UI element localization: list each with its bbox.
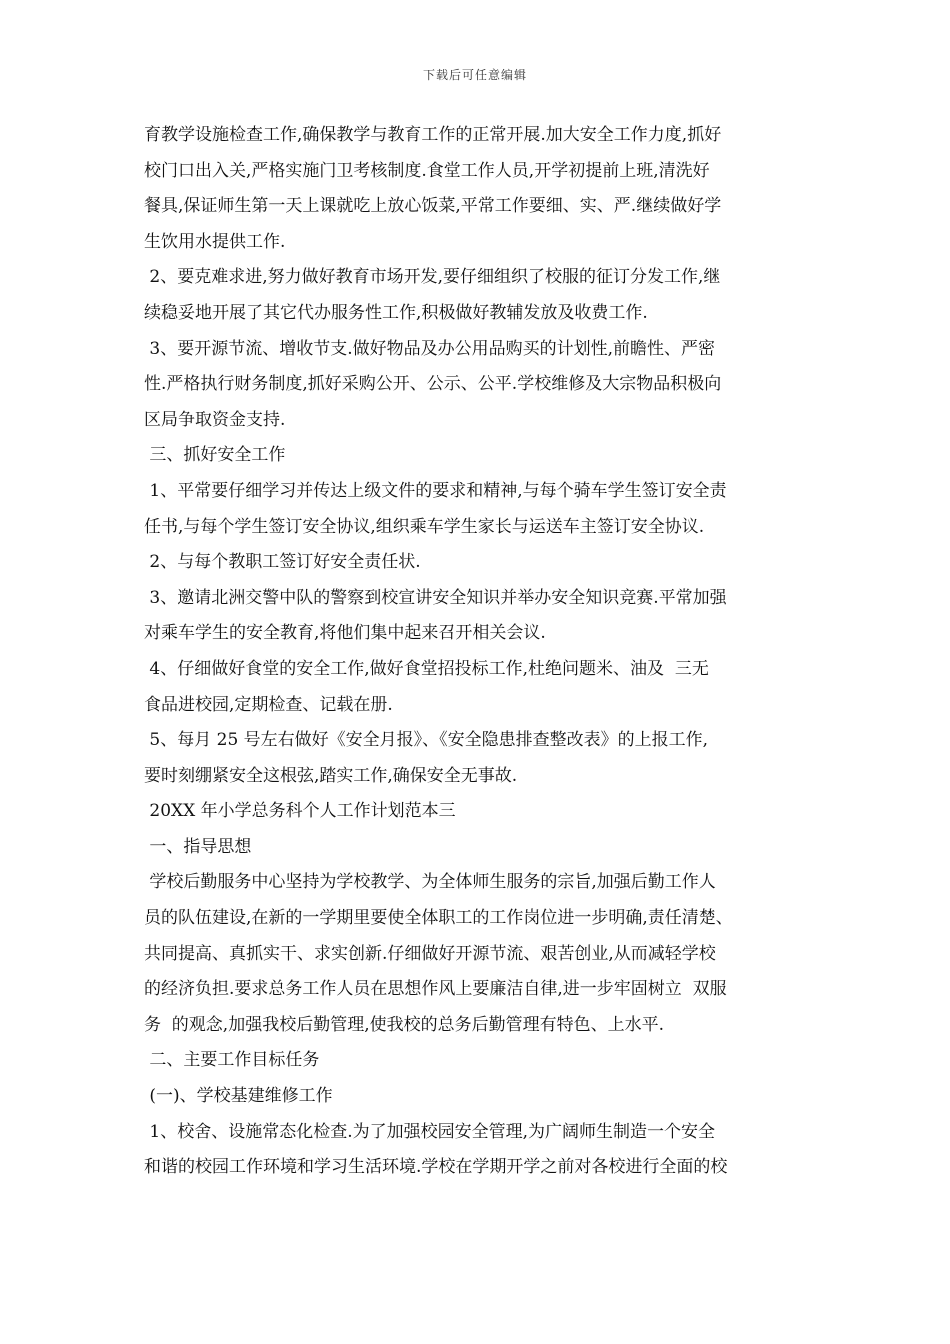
text-line: 4、仔细做好食堂的安全工作,做好食堂招投标工作,杜绝问题米、油及 三无 xyxy=(144,658,709,679)
subsection-heading: (一)、学校基建维修工作 xyxy=(144,1086,333,1107)
text-line: 务 的观念,加强我校后勤管理,使我校的总务后勤管理有特色、上水平. xyxy=(144,1014,665,1035)
text-line: 1、校舍、设施常态化检查.为了加强校园安全管理,为广阔师生制造一个安全 xyxy=(144,1121,716,1142)
section-heading: 二、主要工作目标任务 xyxy=(144,1050,320,1071)
text-line: 性.严格执行财务制度,抓好采购公开、公示、公平.学校维修及大宗物品积极向 xyxy=(144,374,722,395)
text-line: 校门口出入关,严格实施门卫考核制度.食堂工作人员,开学初提前上班,清洗好 xyxy=(144,160,710,181)
text-line: 学校后勤服务中心坚持为学校教学、为全体师生服务的宗旨,加强后勤工作人 xyxy=(144,872,716,893)
document-title: 20XX 年小学总务科个人工作计划范本三 xyxy=(144,801,456,822)
text-line: 2、要克难求进,努力做好教育市场开发,要仔细组织了校服的征订分发工作,继 xyxy=(144,267,721,288)
text-line: 育教学设施检查工作,确保教学与教育工作的正常开展.加大安全工作力度,抓好 xyxy=(144,125,722,145)
text-line: 3、邀请北洲交警中队的警察到校宣讲安全知识并举办安全知识竞赛.平常加强 xyxy=(144,587,727,608)
text-line: 3、要开源节流、增收节支.做好物品及办公用品购买的计划性,前瞻性、严密 xyxy=(144,338,716,359)
text-line: 的经济负担.要求总务工作人员在思想作风上要廉洁自律,进一步牢固树立 双服 xyxy=(144,979,727,1000)
text-line: 共同提高、真抓实干、求实创新.仔细做好开源节流、艰苦创业,从而减轻学校 xyxy=(144,943,716,964)
text-line: 任书,与每个学生签订安全协议,组织乘车学生家长与运送车主签订安全协议. xyxy=(144,516,705,537)
text-line: 和谐的校园工作环境和学习生活环境.学校在学期开学之前对各校进行全面的校 xyxy=(144,1157,728,1178)
document-body xyxy=(144,118,814,1186)
page-header: 下载后可任意编辑 xyxy=(422,68,527,82)
text-line: 食品进校园,定期检查、记载在册. xyxy=(144,694,393,715)
text-line: 2、与每个教职工签订好安全责任状. xyxy=(144,552,421,573)
text-line: 要时刻绷紧安全这根弦,踏实工作,确保安全无事故. xyxy=(144,765,518,786)
section-heading: 三、抓好安全工作 xyxy=(144,445,286,466)
text-line: 员的队伍建设,在新的一学期里要使全体职工的工作岗位进一步明确,责任清楚、 xyxy=(144,908,733,929)
text-line: 1、平常要仔细学习并传达上级文件的要求和精神,与每个骑车学生签订安全责 xyxy=(144,480,727,501)
text-line: 对乘车学生的安全教育,将他们集中起来召开相关会议. xyxy=(144,623,546,644)
section-heading: 一、指导思想 xyxy=(144,836,252,857)
text-line: 5、每月 25 号左右做好《安全月报》、《安全隐患排查整改表》的上报工作, xyxy=(144,730,709,751)
text-line: 续稳妥地开展了其它代办服务性工作,积极做好教辅发放及收费工作. xyxy=(144,302,648,323)
text-line: 餐具,保证师生第一天上课就吃上放心饭菜,平常工作要细、实、严.继续做好学 xyxy=(144,196,722,217)
text-line: 生饮用水提供工作. xyxy=(144,231,286,252)
text-line: 区局争取资金支持. xyxy=(144,409,286,430)
